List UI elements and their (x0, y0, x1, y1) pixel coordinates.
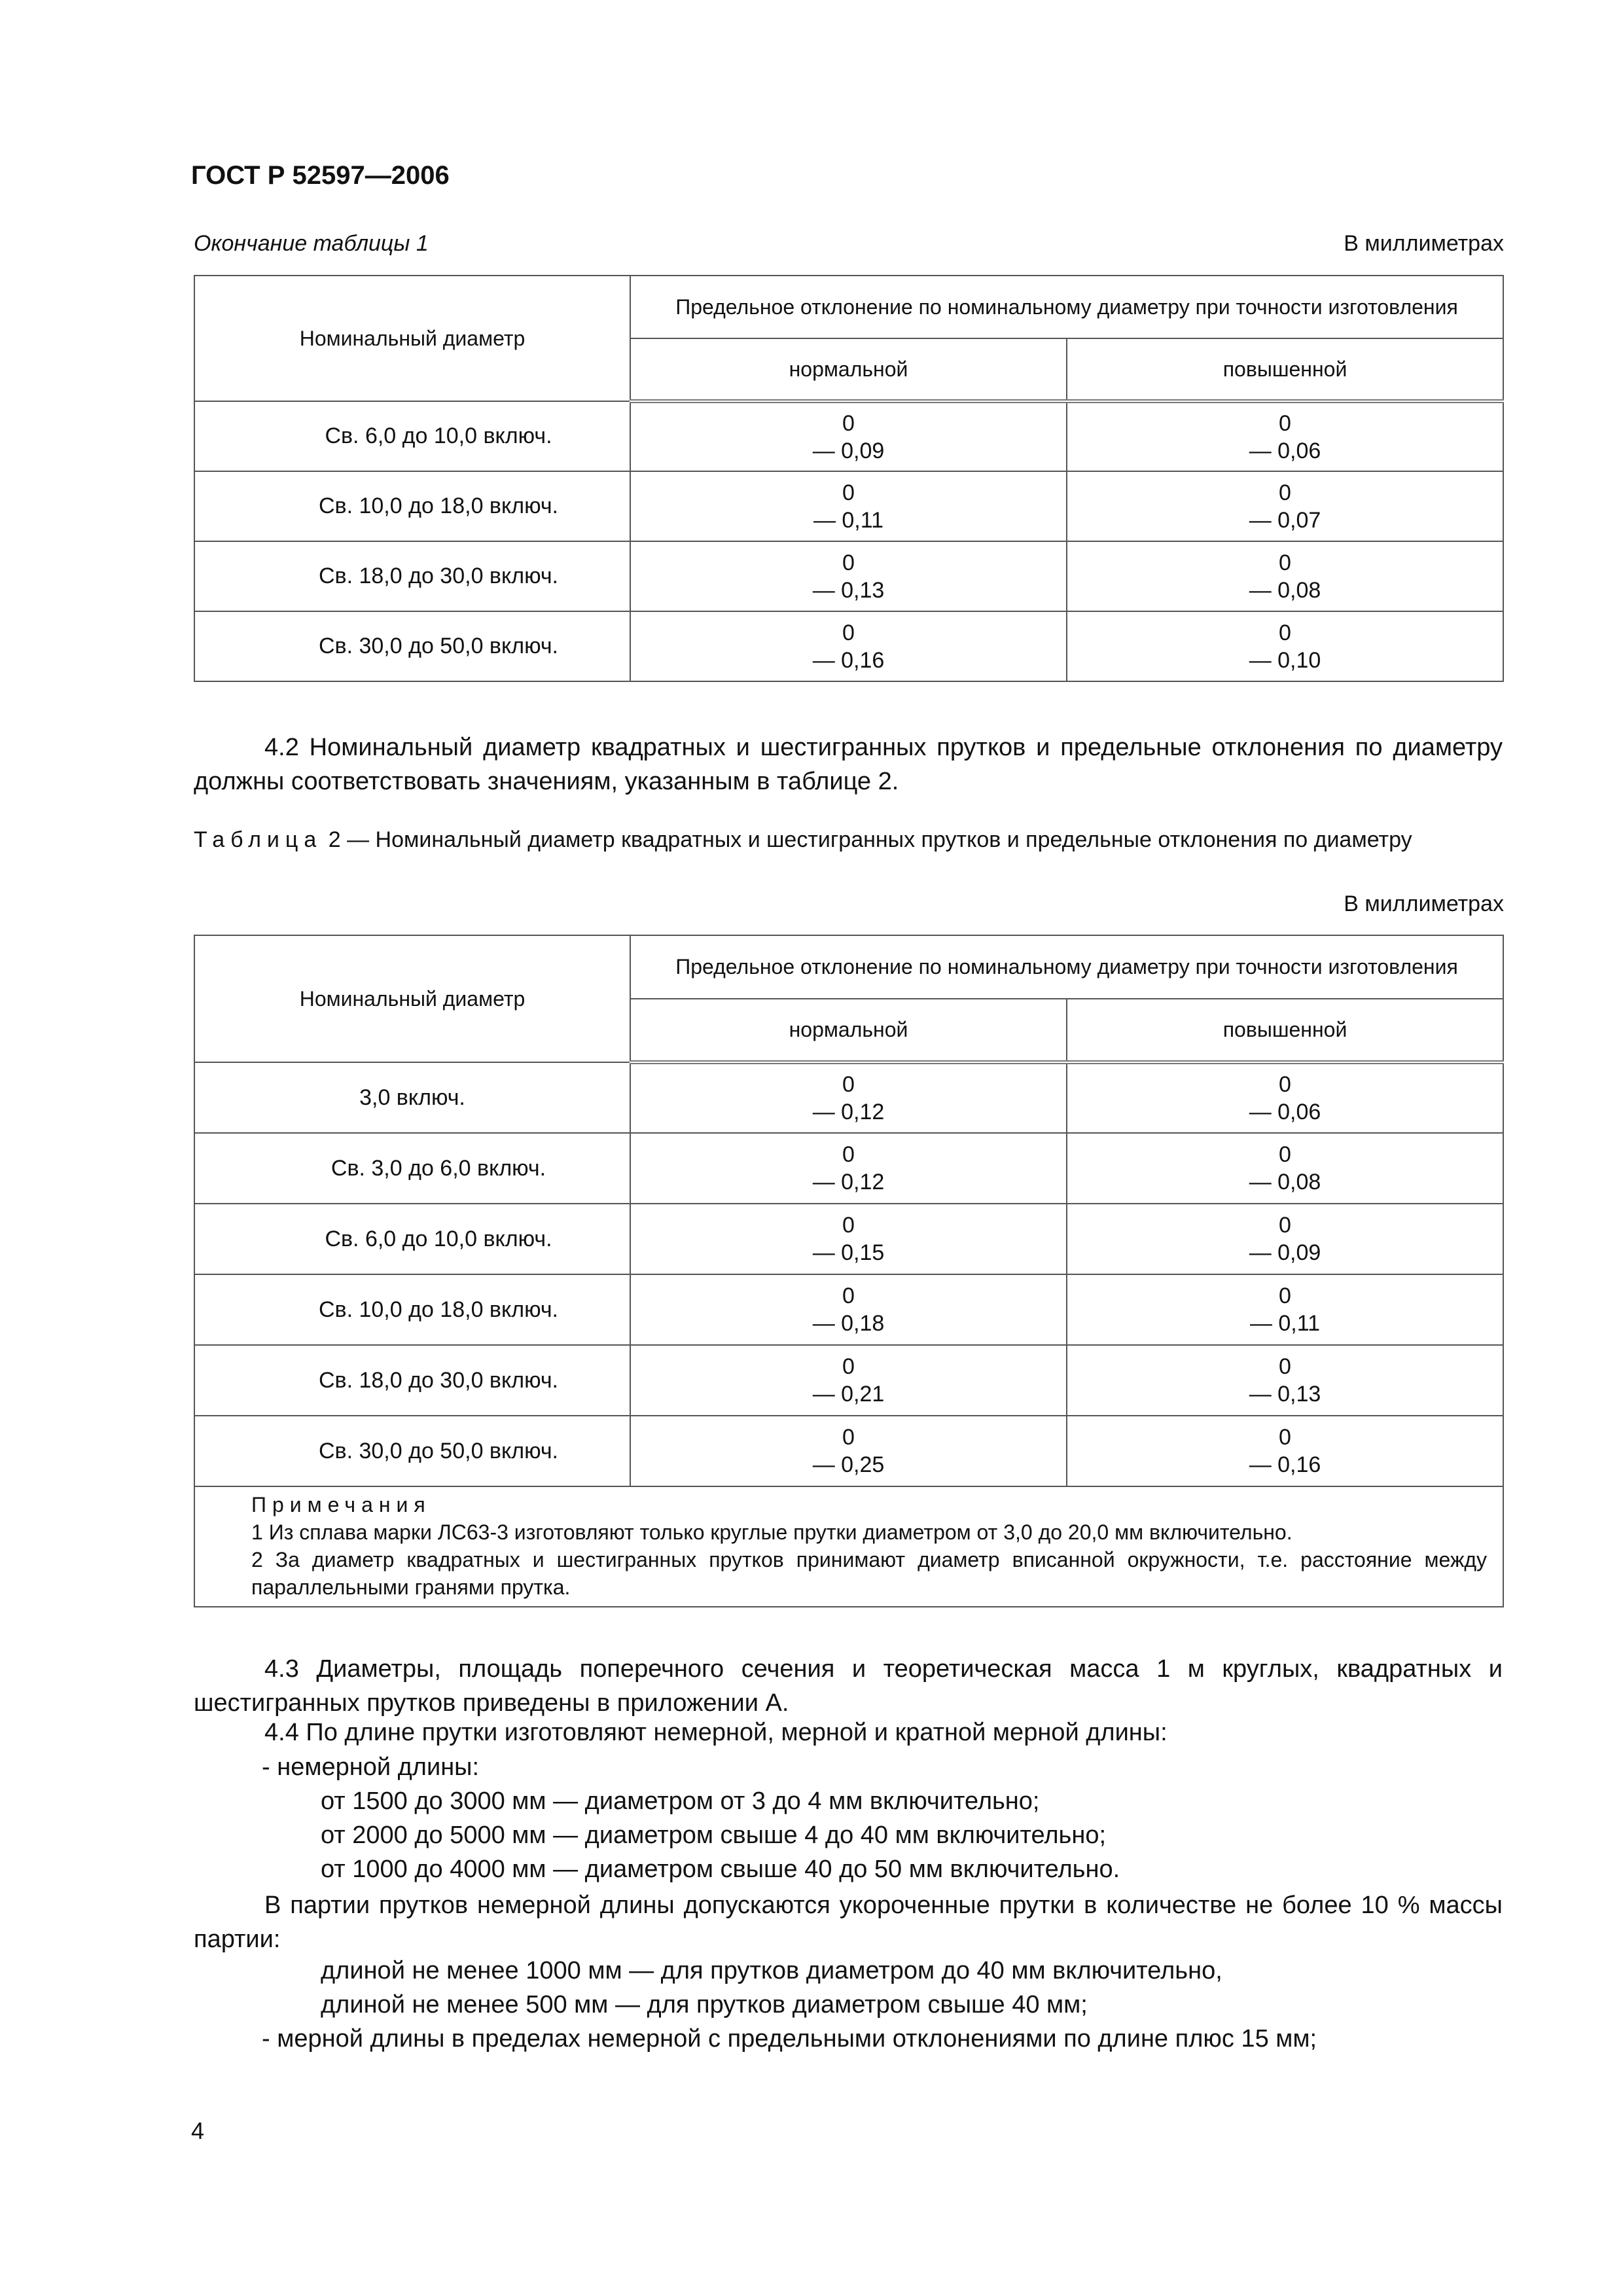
table-row: Св. 30,0 до 50,0 включ. 0 — 0,16 0 — 0,10 (194, 611, 1503, 681)
table1-header-normal: нормальной (630, 338, 1067, 401)
table-row: Св. 10,0 до 18,0 включ. 0 — 0,18 0 — 0,11 (194, 1274, 1503, 1345)
diameter-cell: Св. 18,0 до 30,0 включ. (318, 1367, 558, 1393)
table-row: Св. 18,0 до 30,0 включ. 0 — 0,13 0 — 0,08 (194, 541, 1503, 611)
table2-caption: Таблица 2 — Номинальный диаметр квадратных и шестигранных прутков и предельные отклонения по диаметру (194, 827, 1412, 852)
length-item-2: от 2000 до 5000 мм — диаметром свыше 4 до 40 мм включительно; (321, 1821, 1107, 1849)
diameter-cell: Св. 30,0 до 50,0 включ. (318, 1438, 558, 1463)
table1-header-nominal: Номинальный диаметр (194, 276, 630, 401)
measured-length-item: - мерной длины в пределах немерной с предельными отклонениями по длине плюс 15 мм; (262, 2025, 1317, 2053)
table1-units: В миллиметрах (1344, 231, 1504, 256)
table-row: Св. 10,0 до 18,0 включ. 0 — 0,11 0 — 0,07 (194, 471, 1503, 541)
table2-header-high: повышенной (1067, 999, 1503, 1062)
table1-caption: Окончание таблицы 1 (194, 231, 429, 256)
standard-code: ГОСТ Р 52597—2006 (191, 161, 450, 190)
diameter-cell: 3,0 включ. (359, 1085, 465, 1110)
page-number: 4 (191, 2117, 205, 2144)
notes-title: Примечания (251, 1493, 431, 1516)
table2-notes (194, 1486, 1503, 1607)
table2 (194, 935, 1504, 1607)
diameter-cell: Св. 30,0 до 50,0 включ. (318, 634, 558, 658)
table2-notes-row (194, 1486, 1503, 1607)
table-row: 3,0 включ. 0 — 0,12 0 — 0,06 (194, 1062, 1503, 1133)
length-item-3: от 1000 до 4000 мм — диаметром свыше 40 до 50 мм включительно. (321, 1856, 1120, 1883)
diameter-cell: Св. 6,0 до 10,0 включ. (325, 1226, 552, 1251)
table1-header-high: повышенной (1067, 338, 1503, 401)
table-row: Св. 6,0 до 10,0 включ. 0 — 0,15 0 — 0,09 (194, 1204, 1503, 1274)
diameter-cell: Св. 6,0 до 10,0 включ. (325, 423, 552, 448)
table1-header-deviation: Предельное отклонение по номинальному диаметру при точности изготовления (630, 276, 1503, 338)
section-4-2: 4.2 Номинальный диаметр квадратных и шестигранных прутков и предельные отклонения по диаметру должны соответствовать значениям, указанным в таблице 2. (194, 734, 1503, 795)
short-bars-paragraph: В партии прутков немерной длины допускаются укороченные прутки в количестве не более 10 % массы партии: (194, 1892, 1503, 1953)
table2-header-deviation: Предельное отклонение по номинальному диаметру при точности изготовления (630, 935, 1503, 999)
table-row: Св. 18,0 до 30,0 включ. 0 — 0,21 0 — 0,13 (194, 1345, 1503, 1416)
diameter-cell: Св. 18,0 до 30,0 включ. (318, 564, 558, 588)
note-1: 1 Из сплава марки ЛС63-3 изготовляют только круглые прутки диаметром от 3,0 до 20,0 мм включительно. (251, 1520, 1293, 1544)
diameter-cell: Св. 10,0 до 18,0 включ. (318, 493, 558, 518)
table2-header-normal: нормальной (630, 999, 1067, 1062)
table-row: Св. 6,0 до 10,0 включ. 0 — 0,09 0 — 0,06 (194, 401, 1503, 471)
nonmeasured-length-item: - немерной длины: (262, 1753, 480, 1781)
section-4-3: 4.3 Диаметры, площадь поперечного сечения и теоретическая масса 1 м круглых, квадратных и шестигранных прутков приведены в приложении А. (194, 1655, 1503, 1717)
short-item-1: длиной не менее 1000 мм — для прутков диаметром до 40 мм включительно, (321, 1957, 1222, 1984)
table2-units: В миллиметрах (1344, 891, 1504, 916)
length-item-1: от 1500 до 3000 мм — диаметром от 3 до 4 мм включительно; (321, 1787, 1040, 1815)
section-4-4: 4.4 По длине прутки изготовляют немерной, мерной и кратной мерной длины: (264, 1719, 1168, 1746)
table-row: Св. 30,0 до 50,0 включ. 0 — 0,25 0 — 0,16 (194, 1416, 1503, 1486)
table1 (194, 275, 1504, 682)
note-2: 2 За диаметр квадратных и шестигранных прутков принимают диаметр вписанной окружности, т.е. расстояние между параллельными гранями прутка. (251, 1548, 1488, 1599)
short-item-2: длиной не менее 500 мм — для прутков диаметром свыше 40 мм; (321, 1991, 1088, 2018)
table-row: Св. 3,0 до 6,0 включ. 0 — 0,12 0 — 0,08 (194, 1133, 1503, 1204)
diameter-cell: Св. 3,0 до 6,0 включ. (330, 1155, 546, 1181)
table2-header-nominal: Номинальный диаметр (194, 935, 630, 1062)
diameter-cell: Св. 10,0 до 18,0 включ. (318, 1297, 558, 1322)
